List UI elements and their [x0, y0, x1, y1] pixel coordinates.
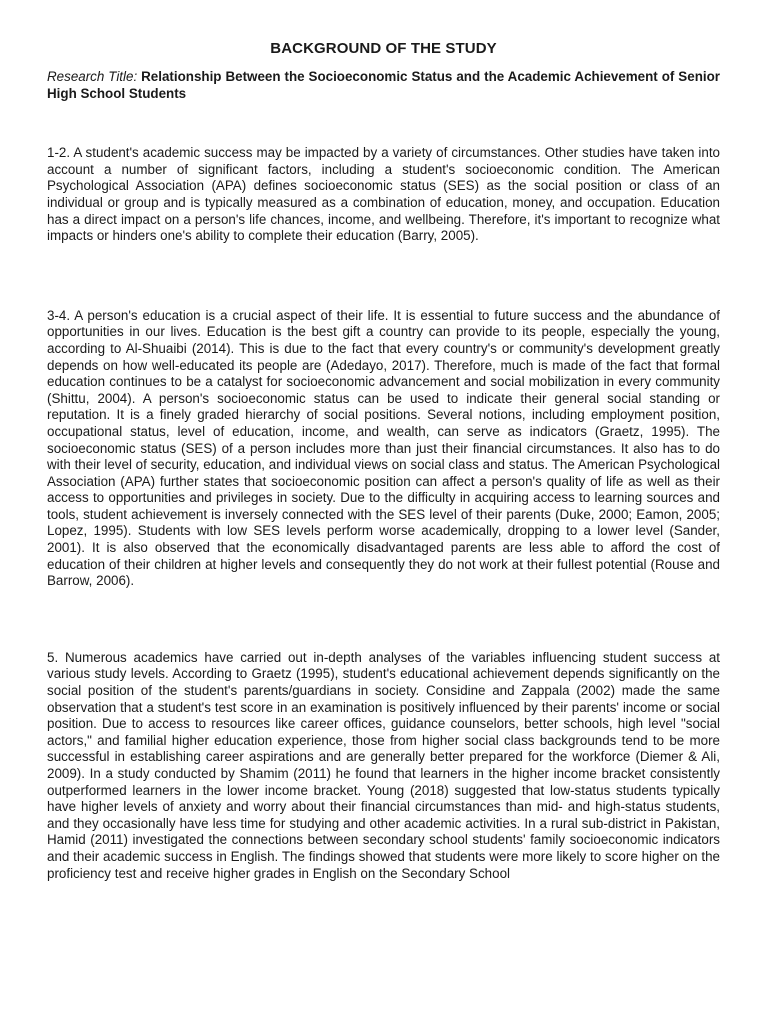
page-title: BACKGROUND OF THE STUDY [270, 40, 497, 57]
paragraph-3-4: 3-4. A person's education is a crucial aspect of their life. It is essential to future success and the abundance of opportunities in our lives. Education is the best gift a country can provide to its people, especially the young, according to Al-Shuaibi (2014). This is due to the fact that every country's or community's development greatly depends on how well-educated its people are (Adedayo, 2017). Therefore, much is made of the fact that formal education continues to be a catalyst for socioeconomic advancement and social mobilization in every community (Shittu, 2004). A person's socioeconomic status can be used to indicate their general social standing or reputation. It is a finely graded hierarchy of social positions. Several notions, including employment position, occupational status, level of education, income, and wealth, can serve as indicators (Graetz, 1995). The socioeconomic status (SES) of a person includes more than just their financial circumstances. It also has to do with their level of security, education, and individual views on social class and status. The American Psychological Association (APA) further states that socioeconomic position can affect a person's quality of life as well as their access to opportunities and privileges in society. Due to the difficulty in acquiring access to learning sources and tools, student achievement is inversely connected with the SES level of their parents (Duke, 2000; Eamon, 2005; Lopez, 1995). Students with low SES levels perform worse academically, dropping to a lower level (Sander, 2001). It is also observed that the economically disadvantaged parents are less able to afford the cost of education of their children at higher levels and consequently they do not work at their fullest potential (Rouse and Barrow, 2006). [47, 307, 720, 589]
research-title-label: Research Title: [47, 69, 138, 84]
research-title-text: Relationship Between the Socioeconomic Status and the Academic Achievement of Senior High School Students [47, 69, 720, 101]
paragraph-5: 5. Numerous academics have carried out in-depth analyses of the variables influencing student success at various study levels. According to Graetz (1995), student's educational achievement depends significantly on the social position of the student's parents/guardians in society. Considine and Zappala (2002) made the same observation that a student's test score in an examination is positively influenced by their parents' income or social position. Due to access to resources like career offices, guidance counselors, better schools, high level "social actors," and familial higher education experience, those from higher social class backgrounds tend to be more successful in establishing career aspirations and are generally better prepared for the workforce (Diemer & Ali, 2009). In a study conducted by Shamim (2011) he found that learners in the higher income bracket consistently outperformed learners in the lower income bracket. Young (2018) suggested that low-status students typically have higher levels of anxiety and worry about their financial circumstances than mid- and high-status students, and they occasionally have less time for studying and other academic activities. In a rural sub-district in Pakistan, Hamid (2011) investigated the connections between secondary school students' family socioeconomic indicators and their academic success in English. The findings showed that students were more likely to score higher on the proficiency test and receive higher grades in English on the Secondary School [47, 649, 720, 881]
document-page [47, 40, 720, 882]
research-title [47, 69, 720, 102]
paragraph-1-2: 1-2. A student's academic success may be impacted by a variety of circumstances. Other studies have taken into account a number of significant factors, including a student's socioeconomic condition. The American Psychological Association (APA) defines socioeconomic status (SES) as the social position or class of an individual or group and is typically measured as a combination of education, money, and occupation. Education has a direct impact on a person's life chances, income, and wellbeing. Therefore, it's important to recognize what impacts or hinders one's ability to complete their education (Barry, 2005). [47, 145, 720, 244]
